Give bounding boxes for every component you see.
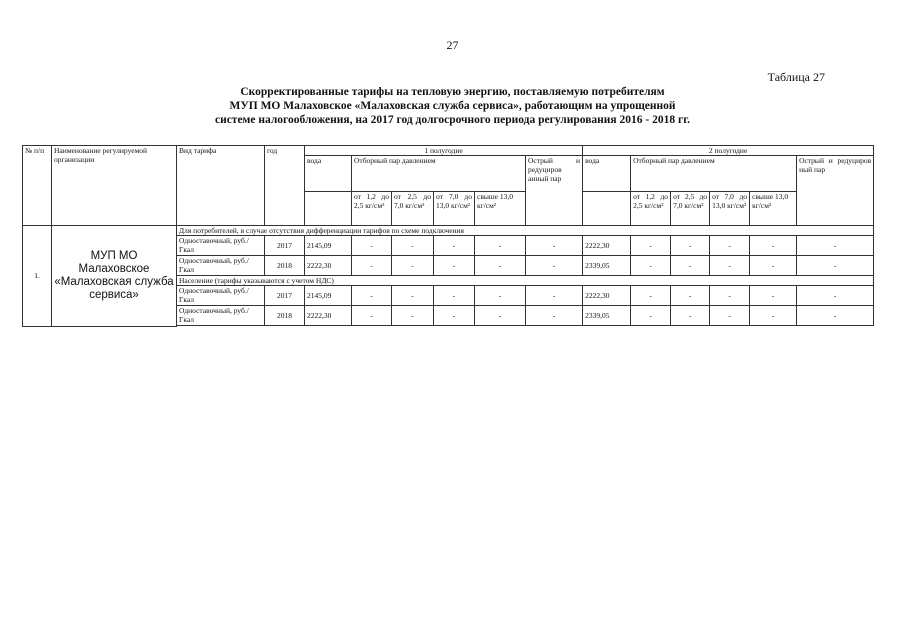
h1-p1-value: - — [352, 306, 392, 326]
document-title — [100, 85, 805, 127]
h2-sharp-value: - — [797, 236, 874, 256]
h2-p1-value: - — [631, 236, 671, 256]
header-h2-water-empty — [583, 192, 631, 226]
h2-p1-value: - — [631, 286, 671, 306]
table-label: Таблица 27 — [767, 70, 825, 84]
org-name: МУП МО Малаховское «Малаховская служба сервиса» — [52, 226, 177, 327]
h1-p2-value: - — [392, 256, 434, 276]
header-h1-steam: Отборный пар давлением — [352, 156, 526, 192]
year: 2018 — [265, 256, 305, 276]
h1-p3-value: - — [434, 236, 475, 256]
header-h2-p3: от 7,0 до 13,0 кг/см² — [710, 192, 750, 226]
h1-p4-value: - — [475, 256, 526, 276]
page-number: 27 — [446, 38, 459, 52]
header-h1-p2: от 2,5 до 7,0 кг/см² — [392, 192, 434, 226]
header-h1-water: вода — [305, 156, 352, 192]
h2-p3-value: - — [710, 286, 750, 306]
h1-p1-value: - — [352, 236, 392, 256]
header-half-1: 1 полугодие — [305, 146, 583, 156]
h1-p4-value: - — [475, 306, 526, 326]
header-h2-p1: от 1,2 до 2,5 кг/см² — [631, 192, 671, 226]
h1-water-value: 2145,09 — [305, 286, 352, 306]
title-line-1: Скорректированные тарифы на тепловую энергию, поставляемую потребителям — [240, 86, 665, 98]
h1-water-value: 2222,30 — [305, 306, 352, 326]
h1-sharp-value: - — [526, 236, 583, 256]
tariff-type: Одноставочный, руб./Гкал — [177, 306, 265, 326]
h2-p4-value: - — [750, 286, 797, 306]
h1-p2-value: - — [392, 286, 434, 306]
h1-p3-value: - — [434, 306, 475, 326]
h2-p3-value: - — [710, 256, 750, 276]
header-tariff-type: Вид тарифа — [177, 146, 265, 226]
header-h2-steam: Отборный пар давлением — [631, 156, 797, 192]
year: 2018 — [265, 306, 305, 326]
h1-water-value: 2222,30 — [305, 256, 352, 276]
header-h1-sharp-steam: Острый и редуциров анный пар — [526, 156, 583, 226]
h1-p4-value: - — [475, 286, 526, 306]
h2-p1-value: - — [631, 306, 671, 326]
header-org-name: Наименование регулируемой организации — [52, 146, 177, 226]
section-population: Население (тарифы указываются с учетом НДС) — [177, 276, 874, 286]
section-consumers: Для потребителей, в случае отсутствия дифференциации тарифов по схеме подключения — [177, 226, 874, 236]
year: 2017 — [265, 236, 305, 256]
year: 2017 — [265, 286, 305, 306]
header-h2-p4: свыше 13,0 кг/см² — [750, 192, 797, 226]
header-h1-water-empty — [305, 192, 352, 226]
header-half-2: 2 полугодие — [583, 146, 874, 156]
h2-p2-value: - — [671, 236, 710, 256]
h1-water-value: 2145,09 — [305, 236, 352, 256]
h2-p4-value: - — [750, 236, 797, 256]
tariff-type: Одноставочный, руб./Гкал — [177, 236, 265, 256]
h1-p2-value: - — [392, 236, 434, 256]
h2-water-value: 2339,05 — [583, 256, 631, 276]
h2-p2-value: - — [671, 286, 710, 306]
header-h1-p1: от 1,2 до 2,5 кг/см² — [352, 192, 392, 226]
h2-p3-value: - — [710, 306, 750, 326]
h1-p3-value: - — [434, 256, 475, 276]
h1-sharp-value: - — [526, 256, 583, 276]
header-h2-sharp-steam: Острый и редуциров ный пар — [797, 156, 874, 226]
h1-p4-value: - — [475, 236, 526, 256]
h1-p2-value: - — [392, 306, 434, 326]
h2-p4-value: - — [750, 306, 797, 326]
h2-p3-value: - — [710, 236, 750, 256]
header-h1-p4: свыше 13,0 кг/см² — [475, 192, 526, 226]
header-h2-water: вода — [583, 156, 631, 192]
header-year: год — [265, 146, 305, 226]
h2-p4-value: - — [750, 256, 797, 276]
header-h1-p3: от 7,0 до 13,0 кг/см² — [434, 192, 475, 226]
h2-p2-value: - — [671, 256, 710, 276]
h2-sharp-value: - — [797, 286, 874, 306]
h1-p3-value: - — [434, 286, 475, 306]
h2-water-value: 2339,05 — [583, 306, 631, 326]
tariff-type: Одноставочный, руб./Гкал — [177, 286, 265, 306]
h2-p1-value: - — [631, 256, 671, 276]
h2-sharp-value: - — [797, 256, 874, 276]
row-number: 1. — [23, 226, 52, 327]
title-line-3: системе налогообложения, на 2017 год долгосрочного периода регулирования 2016 - 2018 гг. — [214, 114, 691, 126]
h1-p1-value: - — [352, 286, 392, 306]
h2-water-value: 2222,30 — [583, 236, 631, 256]
header-num: № п/п — [23, 146, 52, 226]
spacer — [177, 326, 874, 327]
tariff-type: Одноставочный, руб./Гкал — [177, 256, 265, 276]
h2-sharp-value: - — [797, 306, 874, 326]
h1-sharp-value: - — [526, 286, 583, 306]
tariffs-table — [22, 145, 874, 327]
h2-p2-value: - — [671, 306, 710, 326]
h1-p1-value: - — [352, 256, 392, 276]
h1-sharp-value: - — [526, 306, 583, 326]
title-line-2: МУП МО Малаховское «Малаховская служба сервиса», работающим на упрощенной — [229, 100, 676, 112]
header-h2-p2: от 2,5 до 7,0 кг/см² — [671, 192, 710, 226]
h2-water-value: 2222,30 — [583, 286, 631, 306]
